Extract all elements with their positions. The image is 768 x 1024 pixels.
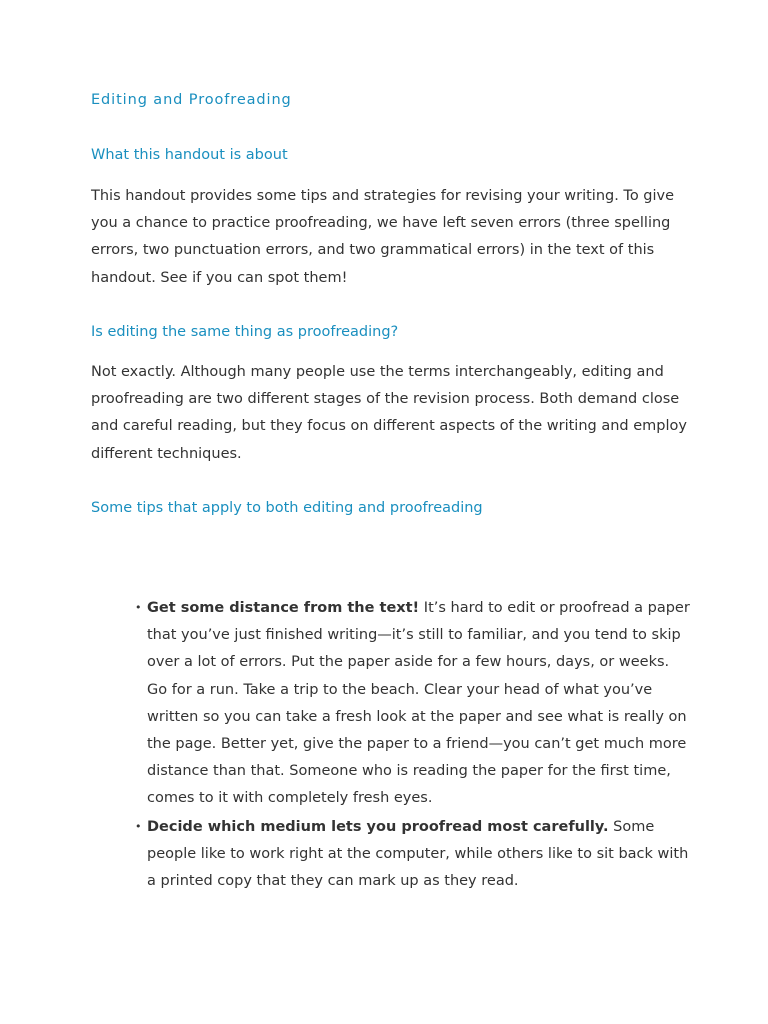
tip-lead: Decide which medium lets you proofread most carefully. <box>147 818 609 835</box>
tip-lead: Get some distance from the text! <box>147 600 420 616</box>
bullet-icon: • <box>135 819 142 833</box>
section-heading-tips: Some tips that apply to both editing and proofreading <box>91 500 483 516</box>
document-title: Editing and Proofreading <box>91 92 292 108</box>
section-body-about: This handout provides some tips and strategies for revising your writing. To give you a chance to practice proofreading, we have left seven errors (three spelling errors, two punctuation errors, and two grammatical errors) in the text of this handout. See if you can spot them! <box>91 188 675 286</box>
bullet-icon: • <box>135 601 142 614</box>
tip-text: It’s hard to edit or proofread a paper that you’ve just finished writing—it’s still to familiar, and you tend to skip over a lot of errors. Put the paper aside for a few hours, days, or weeks. Go for a run. Take a trip to the beach. Clear your head of what you’ve written so you can take a fresh look at the paper and see what is really on the page. Better yet, give the paper to a friend—you can’t get much more distance than that. Someone who is reading the paper for the first time, comes to it with completely fresh eyes. <box>147 600 690 807</box>
tip-item-distance <box>122 594 692 813</box>
tip-item-medium <box>122 813 692 896</box>
section-heading-about: What this handout is about <box>91 147 288 163</box>
section-body-editing-vs-proofreading: Not exactly. Although many people use the terms interchangeably, editing and proofreading are two different stages of the revision process. Both demand close and careful reading, but they focus on different aspects of the writing and employ different techniques. <box>91 364 687 462</box>
tip-text: Some people like to work right at the computer, while others like to sit back with a printed copy that they can mark up as they read. <box>147 818 689 890</box>
tips-list <box>122 594 692 895</box>
section-heading-editing-vs-proofreading: Is editing the same thing as proofreading? <box>91 324 399 340</box>
